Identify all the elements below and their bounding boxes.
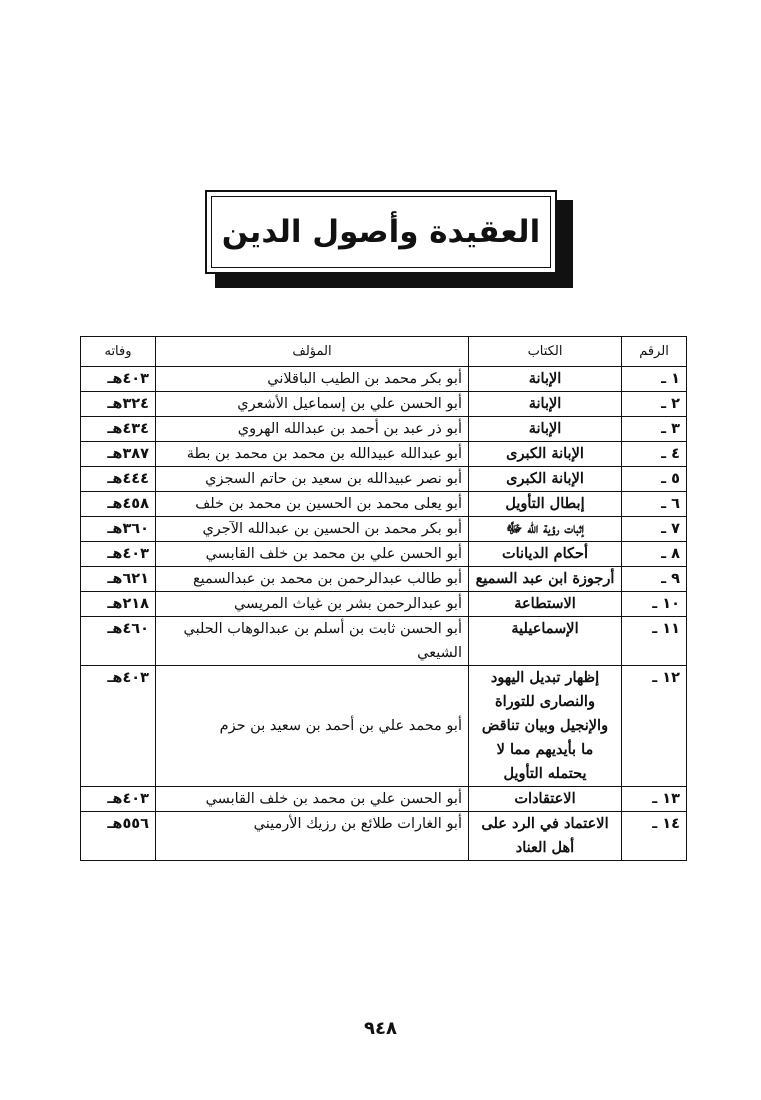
row-death: ٣٦٠هـ [81,517,156,542]
table-row [81,492,687,517]
row-book: الإبانة [469,417,622,442]
table-row [81,392,687,417]
title-box-inner-frame [211,196,551,268]
row-author: أبو بكر محمد بن الطيب الباقلاني [156,367,469,392]
table-row [81,812,687,861]
row-death: ٥٥٦هـ [81,812,156,861]
row-number: ٩ ـ [622,567,687,592]
row-author: أبو ذر عبد بن أحمد بن عبدالله الهروي [156,417,469,442]
row-author: أبو الحسن علي بن محمد بن خلف القابسي [156,542,469,567]
row-death: ٤٤٤هـ [81,467,156,492]
row-author: أبو طالب عبدالرحمن بن محمد بن عبدالسميع [156,567,469,592]
row-number: ١٤ ـ [622,812,687,861]
table-row [81,542,687,567]
table-row [81,367,687,392]
row-author: أبو الحسن علي بن محمد بن خلف القابسي [156,787,469,812]
row-number: ٣ ـ [622,417,687,442]
row-death: ٣٨٧هـ [81,442,156,467]
row-author: أبو نصر عبيدالله بن سعيد بن حاتم السجزي [156,467,469,492]
page-number: ٩٤٨ [364,1018,397,1039]
books-table [80,336,687,861]
row-number: ١ ـ [622,367,687,392]
row-death: ٤٥٨هـ [81,492,156,517]
table-row [81,517,687,542]
row-death: ٢١٨هـ [81,592,156,617]
row-number: ٦ ـ [622,492,687,517]
row-author: أبو الحسن علي بن إسماعيل الأشعري [156,392,469,417]
row-number: ١٢ ـ [622,666,687,787]
row-number: ١٠ ـ [622,592,687,617]
row-book: إبطال التأويل [469,492,622,517]
header-book: الكتاب [469,337,622,367]
row-author: أبو عبدالله عبيدالله بن محمد بن محمد بن بطة [156,442,469,467]
row-death: ٤٣٤هـ [81,417,156,442]
row-author: أبو الحسن ثابت بن أسلم بن عبدالوهاب الحلبي الشيعي [156,617,469,666]
table-row [81,666,687,787]
row-death: ٤٠٣هـ [81,542,156,567]
header-number: الرقم [622,337,687,367]
header-author: المؤلف [156,337,469,367]
table-row [81,592,687,617]
row-number: ١١ ـ [622,617,687,666]
table-row [81,417,687,442]
row-death: ٦٢١هـ [81,567,156,592]
row-book: الإبانة [469,392,622,417]
row-book: الاعتماد في الرد على أهل العناد [469,812,622,861]
row-book: الإبانة الكبرى [469,467,622,492]
header-death: وفاته [81,337,156,367]
row-book: الإبانة الكبرى [469,442,622,467]
row-book: أحكام الديانات [469,542,622,567]
row-book: الإسماعيلية [469,617,622,666]
table-row [81,787,687,812]
row-number: ٧ ـ [622,517,687,542]
table-row [81,567,687,592]
table-row [81,442,687,467]
section-title: العقيدة وأصول الدين [221,214,541,250]
row-author: أبو محمد علي بن أحمد بن سعيد بن حزم [156,666,469,787]
row-death: ٤٦٠هـ [81,617,156,666]
row-author: أبو بكر محمد بن الحسين بن عبدالله الآجري [156,517,469,542]
row-number: ٨ ـ [622,542,687,567]
row-book: الاستطاعة [469,592,622,617]
row-book: أرجوزة ابن عبد السميع [469,567,622,592]
row-book: إثبات رؤية الله ﷻ [469,517,622,542]
row-book: الإبانة [469,367,622,392]
row-book: إظهار تبديل اليهود والنصارى للتوراة والإنجيل وبيان تناقض ما بأيديهم مما لا يحتمله التأويل [469,666,622,787]
table-row [81,617,687,666]
row-death: ٤٠٣هـ [81,666,156,787]
table-header-row [81,337,687,367]
row-death: ٤٠٣هـ [81,787,156,812]
row-author: أبو يعلى محمد بن الحسين بن محمد بن خلف [156,492,469,517]
row-author: أبو عبدالرحمن بشر بن غياث المريسي [156,592,469,617]
row-author: أبو الغارات طلائع بن رزيك الأرميني [156,812,469,861]
row-number: ١٣ ـ [622,787,687,812]
row-number: ٢ ـ [622,392,687,417]
row-number: ٥ ـ [622,467,687,492]
title-box [205,190,557,274]
row-book: الاعتقادات [469,787,622,812]
row-death: ٣٢٤هـ [81,392,156,417]
row-number: ٤ ـ [622,442,687,467]
row-death: ٤٠٣هـ [81,367,156,392]
table-row [81,467,687,492]
